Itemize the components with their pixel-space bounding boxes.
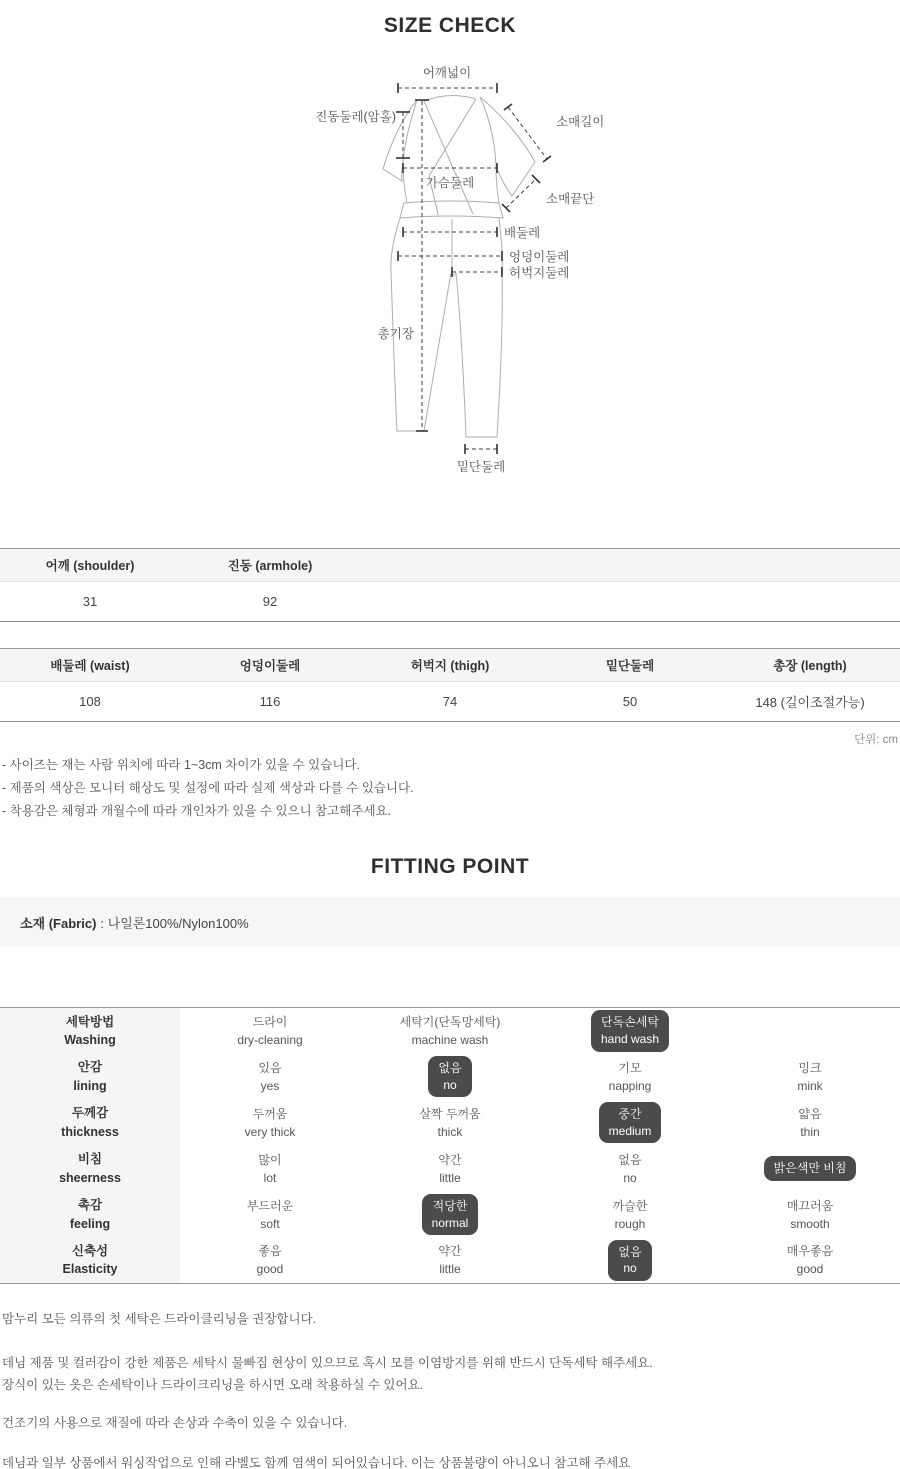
care-guideline-line: 건조기의 사용으로 재질에 따라 손상과 수축이 있을 수 있습니다. <box>2 1416 348 1430</box>
table-value-row <box>0 682 900 722</box>
care-option-en: lot <box>263 1170 277 1185</box>
col-header <box>360 549 540 582</box>
label-sleeve-length: 소매길이 <box>556 115 605 129</box>
col-header: 밑단둘레 <box>540 649 720 682</box>
care-option-ko: 드라이 <box>252 1014 288 1029</box>
care-row-label-ko: 세탁방법 <box>65 1014 115 1029</box>
care-option-cell <box>360 1100 540 1146</box>
care-option <box>787 1197 833 1233</box>
care-option-ko: 중간 <box>618 1106 642 1121</box>
care-row-label-en: thickness <box>61 1124 119 1139</box>
col-header: 총장 (length) <box>720 649 900 682</box>
care-option-cell <box>360 1238 540 1284</box>
care-option-cell <box>360 1192 540 1238</box>
care-option <box>609 1059 652 1095</box>
care-row-label <box>0 1192 180 1238</box>
care-option <box>400 1013 501 1049</box>
unit-note: 단위: cm <box>854 734 898 746</box>
care-option-en: very thick <box>244 1124 296 1139</box>
care-option-cell <box>180 1146 360 1192</box>
bottom-measurements-table <box>0 648 900 722</box>
care-option <box>798 1105 821 1141</box>
care-option-ko: 기모 <box>618 1060 642 1075</box>
label-thigh: 허벅지둘레 <box>509 266 570 280</box>
size-cell <box>360 582 540 622</box>
col-header <box>720 549 900 582</box>
care-option-en: little <box>439 1170 461 1185</box>
care-option-cell <box>720 1008 900 1054</box>
care-guideline-line: 데님과 일부 상품에서 워싱작업으로 인해 라벨도 함께 염색이 되어있습니다. 이는 상품불량이 아니오니 참고해 주세요 <box>2 1456 631 1469</box>
care-option-cell <box>360 1054 540 1100</box>
size-cell: 92 <box>180 582 360 622</box>
fabric-info-box <box>0 897 900 947</box>
table-header-row <box>0 649 900 682</box>
care-option-en: machine wash <box>411 1032 489 1047</box>
care-option <box>438 1242 461 1278</box>
care-option <box>258 1059 281 1095</box>
care-option-en: mink <box>797 1078 823 1093</box>
care-option-en: good <box>256 1262 284 1277</box>
care-option-selected-badge <box>591 1010 669 1052</box>
care-option-selected-badge <box>428 1056 471 1098</box>
care-row-feeling <box>0 1192 900 1238</box>
care-option-ko: 살짝 두꺼움 <box>419 1106 481 1121</box>
care-row-label <box>0 1100 180 1146</box>
care-option-ko: 없음 <box>618 1244 642 1259</box>
care-row-label-ko: 비침 <box>77 1152 103 1167</box>
care-option-cell <box>720 1100 900 1146</box>
care-option <box>419 1105 480 1141</box>
care-option-ko: 많이 <box>258 1152 282 1167</box>
col-header: 배둘레 (waist) <box>0 649 180 682</box>
care-row-elasticity <box>0 1238 900 1284</box>
label-chest: 가슴둘레 <box>425 176 475 190</box>
care-row-label-ko: 촉감 <box>77 1198 103 1213</box>
care-row-label <box>0 1238 180 1284</box>
label-sleeve-end: 소매끝단 <box>546 192 595 206</box>
care-option-ko: 밍크 <box>798 1060 822 1075</box>
care-option-en: no <box>623 1170 637 1185</box>
care-row-label-en: feeling <box>69 1216 111 1231</box>
col-header: 어깨 (shoulder) <box>0 549 180 582</box>
fabric-value: : 나일론100%/Nylon100% <box>100 915 249 931</box>
care-option <box>258 1151 281 1187</box>
care-option-cell <box>180 1192 360 1238</box>
care-option-cell <box>720 1238 900 1284</box>
care-option-cell <box>720 1192 900 1238</box>
care-row-label <box>0 1146 180 1192</box>
care-option <box>797 1059 822 1095</box>
care-option-cell <box>540 1192 720 1238</box>
size-cell <box>720 582 900 622</box>
size-check-title: SIZE CHECK <box>383 14 517 37</box>
size-cell: 74 <box>360 682 540 722</box>
care-option-selected-badge <box>422 1194 479 1236</box>
care-row-label-en: Elasticity <box>62 1262 118 1277</box>
col-header: 엉덩이둘레 <box>180 649 360 682</box>
care-option-en: yes <box>260 1078 280 1093</box>
size-cell: 148 (길이조절가능) <box>720 682 900 722</box>
size-cell: 116 <box>180 682 360 722</box>
fabric-label: 소재 (Fabric) <box>20 915 97 931</box>
care-option-selected-badge <box>764 1156 857 1181</box>
care-row-label-ko: 신축성 <box>71 1244 109 1259</box>
care-option-en: dry-cleaning <box>237 1032 303 1047</box>
care-option-cell <box>540 1100 720 1146</box>
care-option-en: normal <box>431 1215 469 1230</box>
fitting-point-title: FITTING POINT <box>370 855 530 878</box>
care-option-cell <box>540 1054 720 1100</box>
care-option-ko: 적당한 <box>432 1198 468 1213</box>
care-option-ko: 약간 <box>438 1152 462 1167</box>
care-option-en: napping <box>608 1078 652 1093</box>
care-row-label-ko: 두께감 <box>71 1106 109 1121</box>
care-option-cell <box>540 1008 720 1054</box>
care-option-selected-badge <box>608 1240 651 1282</box>
care-option <box>787 1242 833 1278</box>
care-row-washing <box>0 1008 900 1054</box>
care-option-selected-badge <box>599 1102 662 1144</box>
care-option-cell <box>720 1146 900 1192</box>
care-row-label <box>0 1008 180 1054</box>
care-option-ko: 세탁기(단독망세탁) <box>399 1014 501 1029</box>
care-option <box>257 1242 284 1278</box>
care-option-cell <box>180 1054 360 1100</box>
care-row-label-en: sheerness <box>59 1170 121 1185</box>
care-attributes-table <box>0 1007 900 1284</box>
care-option-ko: 있음 <box>258 1060 282 1075</box>
col-header: 진동 (armhole) <box>180 549 360 582</box>
care-option-ko: 까슬한 <box>612 1198 648 1213</box>
care-option-ko: 밝은색만 비침 <box>773 1161 847 1176</box>
label-belly: 배둘레 <box>504 226 541 240</box>
care-option-cell <box>540 1146 720 1192</box>
care-row-thickness <box>0 1100 900 1146</box>
label-hip: 엉덩이둘레 <box>509 250 570 264</box>
care-option-cell <box>360 1146 540 1192</box>
label-armhole: 진동둘레(암홀) <box>315 110 396 124</box>
care-option-cell <box>540 1238 720 1284</box>
care-option-ko: 두꺼움 <box>252 1106 288 1121</box>
care-option-ko: 매우좋음 <box>786 1244 834 1259</box>
care-guideline-line: 데님 제품 및 컬러감이 강한 제품은 세탁시 물빠짐 현상이 있으므로 혹시 모를 이염방지를 위해 반드시 단독세탁 해주세요. <box>2 1356 653 1370</box>
shoulder-armhole-table <box>0 548 900 622</box>
care-guideline-line: 맘누리 모든 의류의 첫 세탁은 드라이클리닝을 권장합니다. <box>2 1312 317 1326</box>
care-option-en: thin <box>800 1124 820 1139</box>
care-option-en: rough <box>614 1216 646 1231</box>
care-option-en: thick <box>437 1124 463 1139</box>
care-option-en: smooth <box>790 1216 830 1231</box>
care-option-ko: 단독손세탁 <box>601 1015 659 1029</box>
care-row-sheerness <box>0 1146 900 1192</box>
care-option-en: good <box>796 1262 824 1277</box>
care-option-en: hand wash <box>600 1031 660 1046</box>
care-option-ko: 매끄러움 <box>786 1198 834 1213</box>
care-option-cell <box>360 1008 540 1054</box>
care-option-en: medium <box>608 1123 652 1138</box>
care-row-label-ko: 안감 <box>77 1060 103 1075</box>
size-cell: 31 <box>0 582 180 622</box>
label-shoulder-width: 어깨넓이 <box>422 66 472 80</box>
size-cell <box>540 582 720 622</box>
care-option <box>618 1151 641 1187</box>
care-option <box>237 1013 302 1049</box>
care-row-label-en: lining <box>73 1078 107 1093</box>
table-header-row <box>0 549 900 582</box>
care-guideline-line: 장식이 있는 옷은 손세탁이나 드라이크리닝을 하시면 오래 착용하실 수 있어요. <box>2 1378 424 1392</box>
care-option-ko: 좋음 <box>258 1244 282 1259</box>
care-option-ko: 얇음 <box>798 1106 822 1121</box>
care-option-en: no <box>443 1077 457 1092</box>
size-diagram <box>0 50 900 490</box>
table-value-row <box>0 582 900 622</box>
care-option <box>613 1197 648 1233</box>
care-guidelines <box>2 1308 892 1469</box>
label-total-length: 총기장 <box>377 327 414 341</box>
care-row-label-en: Washing <box>64 1032 116 1047</box>
care-option-cell <box>180 1100 360 1146</box>
care-row-label <box>0 1054 180 1100</box>
care-option-ko: 없음 <box>438 1060 462 1075</box>
size-cell: 50 <box>540 682 720 722</box>
care-option-ko: 없음 <box>618 1152 642 1167</box>
size-notes <box>2 754 414 823</box>
care-option-cell <box>720 1054 900 1100</box>
care-option <box>247 1197 293 1233</box>
care-option-ko: 약간 <box>438 1244 462 1259</box>
care-row-lining <box>0 1054 900 1100</box>
care-option <box>245 1105 296 1141</box>
col-header <box>540 549 720 582</box>
size-note-line: - 제품의 색상은 모니터 해상도 및 설정에 따라 실제 색상과 다를 수 있습니다. <box>2 781 414 795</box>
size-note-line: - 사이즈는 재는 사람 위치에 따라 1~3cm 차이가 있을 수 있습니다. <box>2 758 360 772</box>
care-option-cell <box>180 1238 360 1284</box>
care-option-cell <box>180 1008 360 1054</box>
size-cell: 108 <box>0 682 180 722</box>
size-note-line: - 착용감은 체형과 개월수에 따라 개인차가 있을 수 있으니 참고해주세요. <box>2 804 392 818</box>
care-option-en: no <box>623 1261 637 1276</box>
col-header: 허벅지 (thigh) <box>360 649 540 682</box>
care-option <box>438 1151 461 1187</box>
care-option-en: little <box>439 1262 461 1277</box>
label-hem: 밑단둘레 <box>456 460 506 474</box>
care-option-en: soft <box>260 1216 280 1231</box>
care-option-ko: 부드러운 <box>246 1198 294 1213</box>
